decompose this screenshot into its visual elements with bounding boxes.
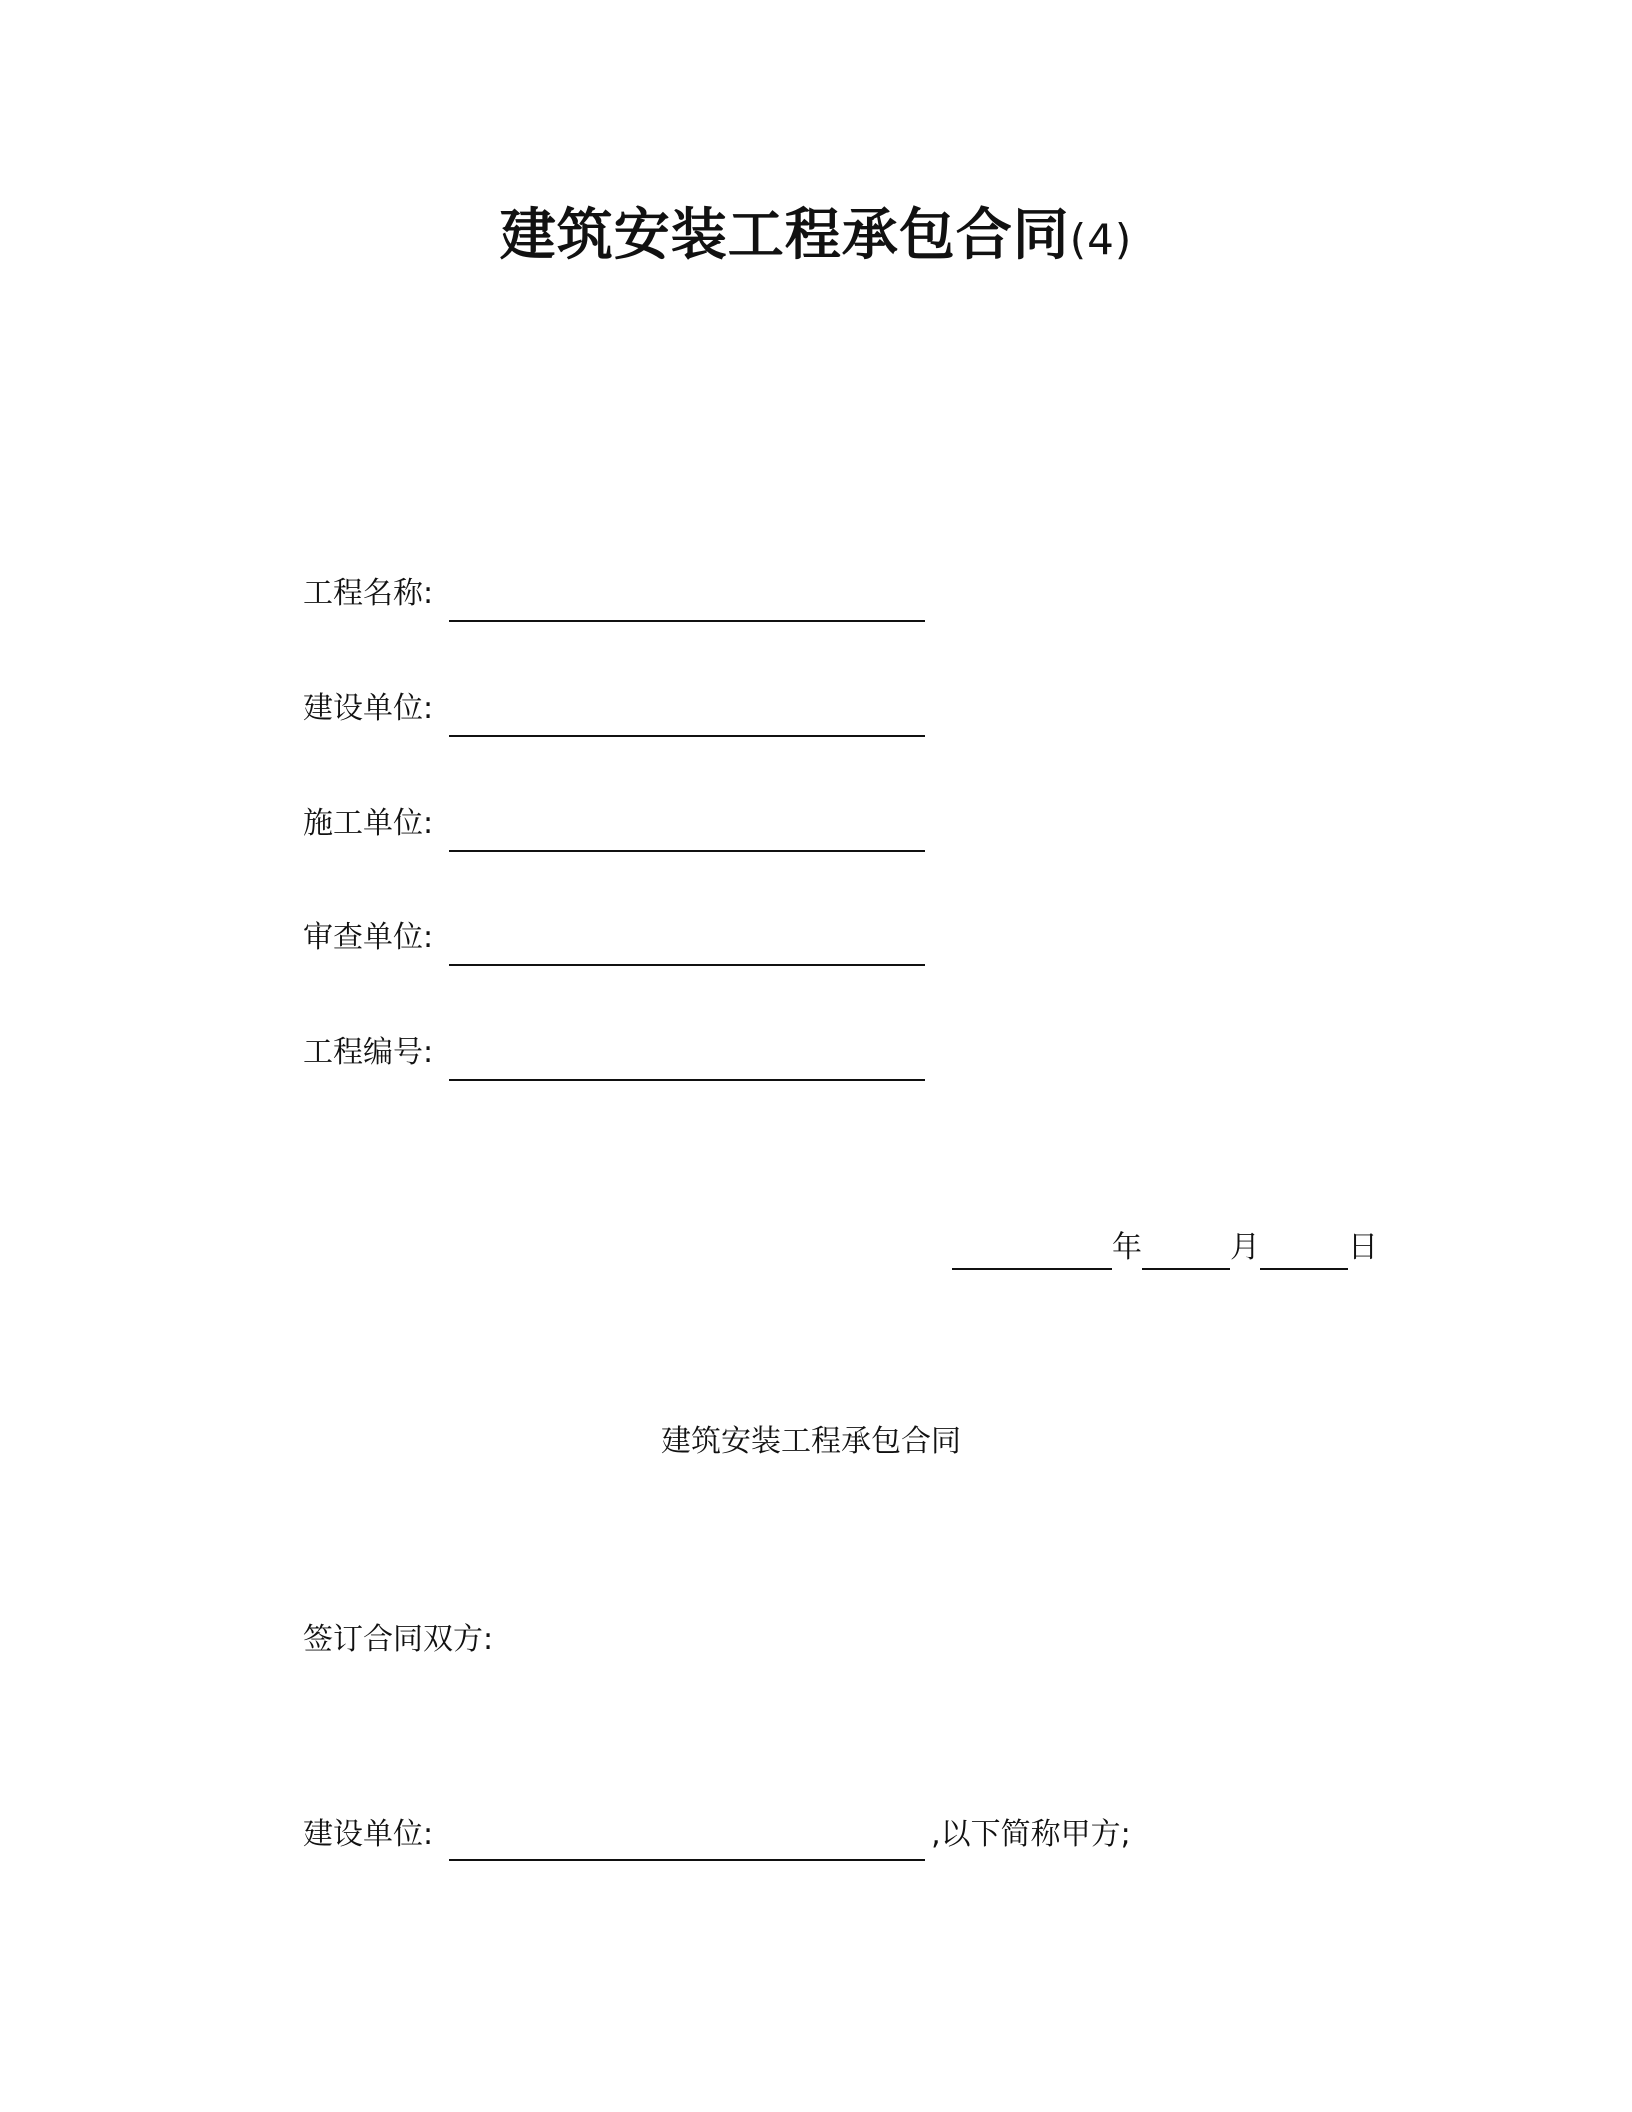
field-label: 工程名称:: [303, 576, 434, 611]
section-title: 建筑安装工程承包合同: [661, 1424, 961, 1459]
party-a-label: 建设单位:: [303, 1817, 434, 1852]
title-suffix: (4): [1069, 215, 1133, 264]
field-construction-unit: [303, 679, 925, 729]
month-blank[interactable]: [1142, 1268, 1230, 1270]
project-number-blank[interactable]: [449, 1079, 925, 1081]
review-unit-blank[interactable]: [449, 964, 925, 966]
field-label: 施工单位:: [303, 806, 434, 841]
field-label: 审查单位:: [303, 920, 434, 955]
field-review-unit: [303, 908, 925, 958]
party-a-blank[interactable]: [449, 1859, 925, 1861]
field-project-number: [303, 1023, 925, 1073]
date-line: [952, 1228, 1378, 1268]
parties-label: 签订合同双方:: [303, 1622, 494, 1657]
year-label: 年: [1112, 1230, 1142, 1265]
page-title: [0, 196, 1632, 280]
party-a-row: [303, 1815, 1131, 1855]
field-label: 建设单位:: [303, 691, 434, 726]
construction-unit-blank[interactable]: [449, 735, 925, 737]
field-project-name: [303, 564, 925, 614]
month-label: 月: [1230, 1230, 1260, 1265]
day-blank[interactable]: [1260, 1268, 1348, 1270]
year-blank[interactable]: [952, 1268, 1112, 1270]
contractor-unit-blank[interactable]: [449, 850, 925, 852]
field-contractor-unit: [303, 794, 925, 844]
project-name-blank[interactable]: [449, 620, 925, 622]
field-label: 工程编号:: [303, 1035, 434, 1070]
party-a-suffix: ,以下简称甲方;: [931, 1817, 1131, 1852]
day-label: 日: [1348, 1230, 1378, 1265]
title-text: 建筑安装工程承包合同: [499, 203, 1070, 268]
